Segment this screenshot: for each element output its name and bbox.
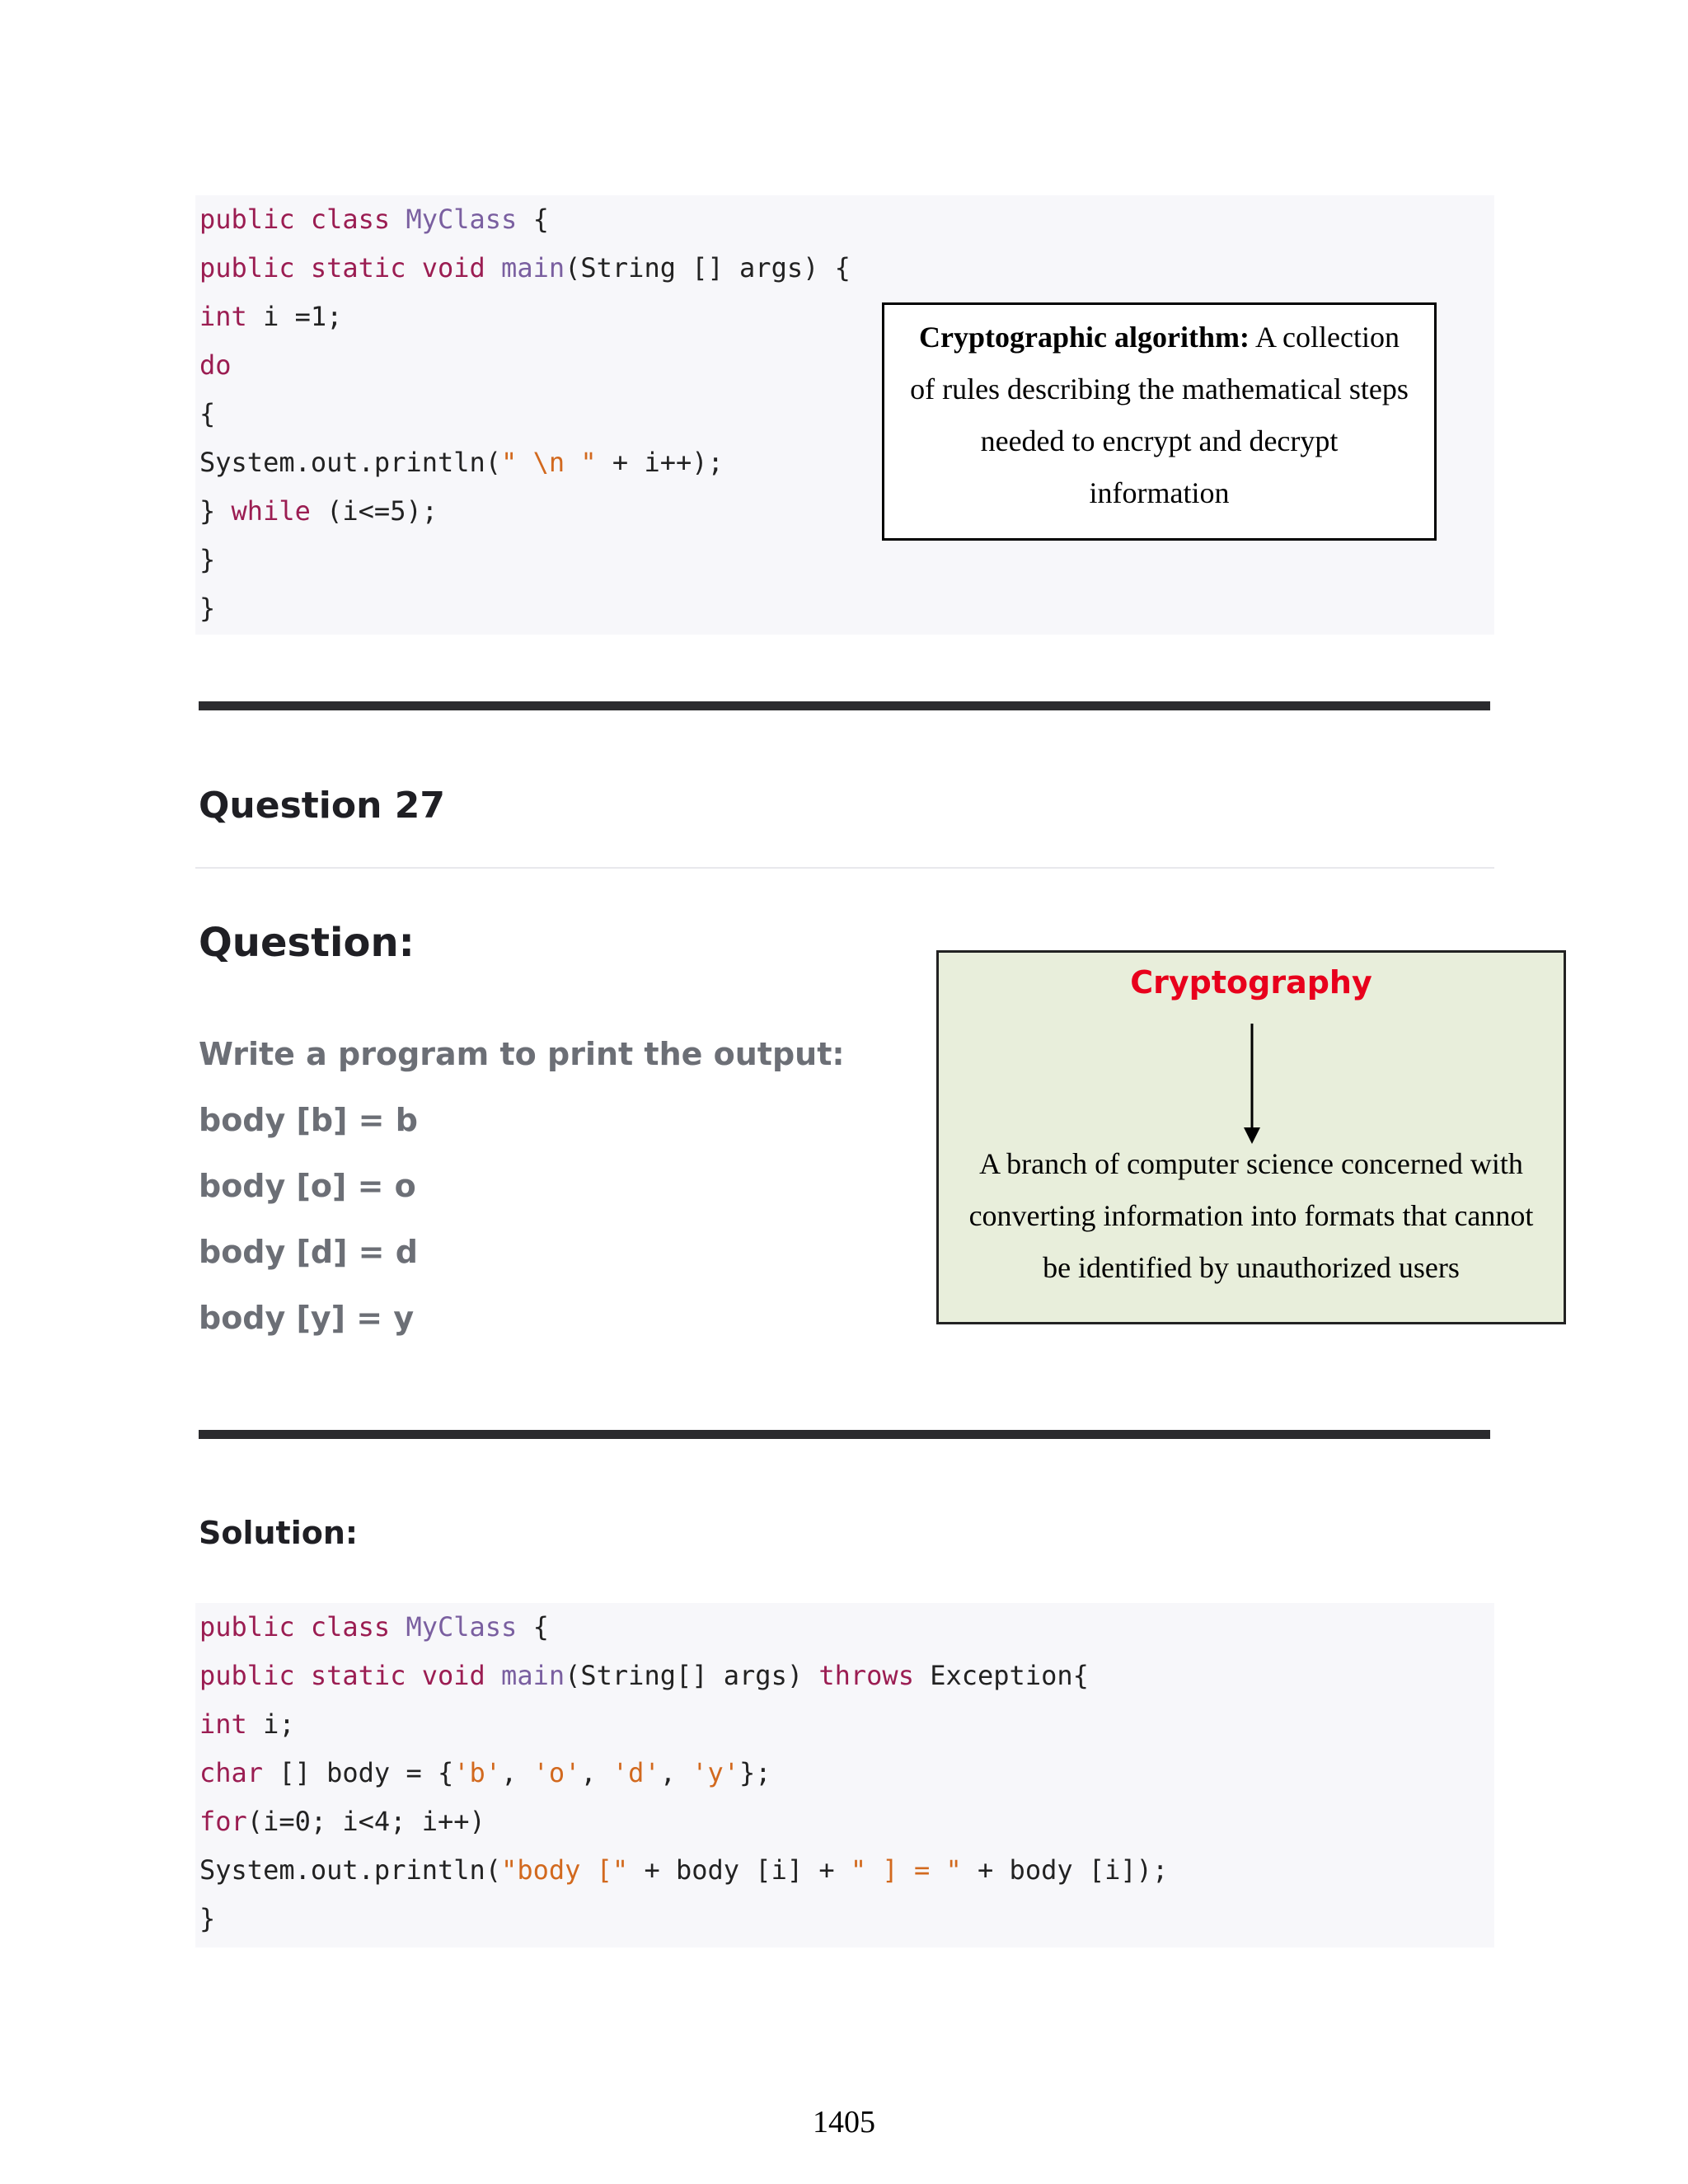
code-text: Exception{ xyxy=(913,1660,1089,1691)
code-text: } xyxy=(199,544,216,575)
code-text: { xyxy=(199,398,216,429)
solution-label: Solution: xyxy=(199,1515,359,1551)
code-line xyxy=(199,1797,1494,1846)
cryptography-description xyxy=(939,1138,1564,1294)
code-line xyxy=(199,584,1494,633)
code-keyword: int xyxy=(199,301,247,332)
question-prompt: Write a program to print the output: xyxy=(199,1036,845,1072)
code-function-name: main xyxy=(501,252,565,284)
code-text: , xyxy=(659,1757,692,1788)
page-number: 1405 xyxy=(813,2105,875,2139)
question-number-heading: Question 27 xyxy=(199,785,445,827)
output-line: body [d] = d xyxy=(199,1234,418,1270)
code-line xyxy=(199,244,1494,293)
section-divider xyxy=(199,701,1490,710)
heading-underline xyxy=(195,867,1494,869)
code-line xyxy=(199,1895,1494,1943)
code-line xyxy=(199,195,1494,244)
code-keyword: public static void xyxy=(199,1660,502,1691)
output-line: body [b] = b xyxy=(199,1102,418,1138)
code-function-name: main xyxy=(501,1660,565,1691)
definition-line: of rules describing the mathematical steps xyxy=(910,373,1409,405)
code-text: { xyxy=(517,1611,549,1643)
output-line: body [y] = y xyxy=(199,1300,415,1336)
definition-text: A collection xyxy=(1250,321,1400,354)
code-keyword: char xyxy=(199,1757,264,1788)
section-divider xyxy=(199,1430,1490,1439)
code-text: }; xyxy=(739,1757,771,1788)
code-class-name: MyClass xyxy=(406,204,518,235)
definition-line: information xyxy=(1089,476,1230,509)
definition-box xyxy=(882,302,1437,541)
code-text: i; xyxy=(246,1708,295,1740)
code-text: , xyxy=(501,1757,533,1788)
code-keyword: for xyxy=(199,1806,247,1837)
code-text: + i++); xyxy=(596,447,724,478)
code-line xyxy=(199,1603,1494,1652)
definition-line xyxy=(884,312,1434,363)
code-text: , xyxy=(580,1757,612,1788)
definition-term: Cryptographic algorithm: xyxy=(919,321,1250,354)
cryptography-title: Cryptography xyxy=(1130,964,1372,1001)
code-line xyxy=(199,536,1494,584)
code-text: } xyxy=(199,1903,216,1934)
code-text: i =1; xyxy=(246,301,343,332)
code-text: (String [] args) { xyxy=(565,252,851,284)
code-keyword: while xyxy=(231,495,311,527)
code-string: " \n " xyxy=(501,447,597,478)
code-line xyxy=(199,1846,1494,1895)
code-text: (i<=5); xyxy=(310,495,438,527)
cryptography-box xyxy=(936,950,1566,1324)
code-string: 'd' xyxy=(612,1757,660,1788)
code-text: (String[] args) xyxy=(565,1660,819,1691)
code-text: System.out.println( xyxy=(199,447,502,478)
description-line: A branch of computer science concerned with xyxy=(979,1147,1523,1180)
code-text: [] body = { xyxy=(263,1757,454,1788)
code-keyword: do xyxy=(199,349,232,381)
code-string: 'b' xyxy=(453,1757,502,1788)
code-block-solution xyxy=(195,1603,1494,1947)
down-arrow-icon xyxy=(1236,1024,1268,1147)
definition-line: needed to encrypt and decrypt xyxy=(980,424,1339,457)
code-line xyxy=(199,1652,1494,1700)
code-keyword: public class xyxy=(199,1611,406,1643)
code-string: "body [" xyxy=(501,1854,629,1886)
code-keyword: int xyxy=(199,1708,247,1740)
code-keyword: throws xyxy=(818,1660,914,1691)
code-string: " ] = " xyxy=(850,1854,962,1886)
code-string: 'o' xyxy=(532,1757,581,1788)
question-label: Question: xyxy=(199,920,415,966)
output-line: body [o] = o xyxy=(199,1168,416,1204)
code-text: { xyxy=(517,204,549,235)
code-text: System.out.println( xyxy=(199,1854,502,1886)
code-text: } xyxy=(199,593,216,624)
code-keyword: public class xyxy=(199,204,406,235)
code-text: } xyxy=(199,495,232,527)
code-line xyxy=(199,1700,1494,1749)
description-line: converting information into formats that cannot xyxy=(968,1199,1534,1232)
code-text: (i=0; i<4; i++) xyxy=(246,1806,485,1837)
code-text: + body [i]); xyxy=(961,1854,1169,1886)
description-line: be identified by unauthorized users xyxy=(1043,1251,1460,1284)
code-class-name: MyClass xyxy=(406,1611,518,1643)
code-keyword: public static void xyxy=(199,252,502,284)
code-string: 'y' xyxy=(692,1757,740,1788)
code-text: + body [i] + xyxy=(628,1854,851,1886)
code-line xyxy=(199,1749,1494,1797)
